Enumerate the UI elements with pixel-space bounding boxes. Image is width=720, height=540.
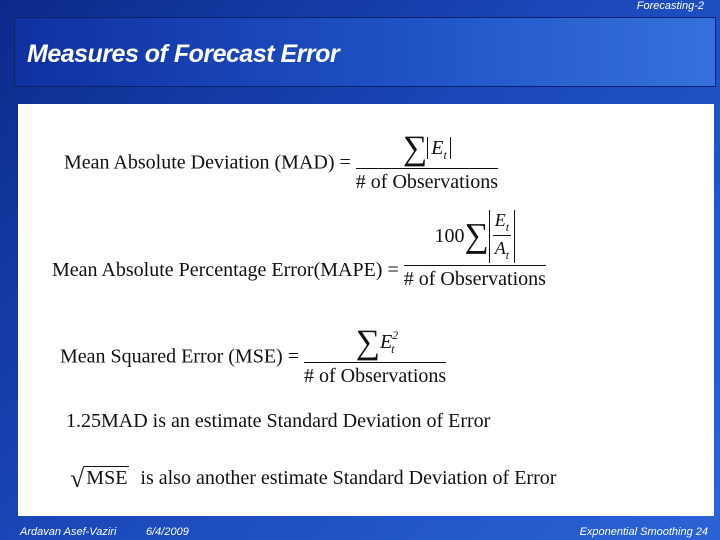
note-mse-estimate <box>70 466 556 492</box>
footer-author: Ardavan Asef-Vaziri <box>20 526 117 538</box>
mad-formula <box>64 132 498 194</box>
mad-denominator: # of Observations <box>355 171 498 193</box>
mad-label: Mean Absolute Deviation (MAD) = <box>64 151 351 174</box>
sqrt-mse: MSE <box>86 466 128 489</box>
slide-corner-label: Forecasting-2 <box>636 0 704 12</box>
note-mad-estimate: 1.25MAD is an estimate Standard Deviation of Error <box>66 410 491 432</box>
mse-denominator: # of Observations <box>304 365 447 387</box>
mad-fraction: $\frac{\sum E_t}{\text{\# of Observations}}$ <box>355 130 498 193</box>
mse-formula <box>60 326 446 388</box>
footer-slide-info: Exponential Smoothing 24 <box>579 526 708 538</box>
slide-title: Measures of Forecast Error <box>27 40 340 68</box>
mape-coefficient: 100 <box>434 225 465 247</box>
mse-fraction: $\frac{\sum E^2_t}{\text{\# of Observations}}$ <box>304 324 447 387</box>
mape-fraction: 100∑ $\frac{E_t}{A_t}$ # of Observations <box>403 210 546 290</box>
mse-label: Mean Squared Error (MSE) = <box>60 345 299 368</box>
mape-denominator: # of Observations <box>403 268 546 290</box>
mape-label: Mean Absolute Percentage Error(MAPE) = <box>52 259 399 281</box>
mape-formula <box>52 210 546 291</box>
footer-date: 6/4/2009 <box>146 526 189 538</box>
sqrt-icon: √ <box>70 464 85 493</box>
title-banner <box>14 17 716 87</box>
note-mse-text: is also another estimate Standard Deviation of Error <box>140 466 557 489</box>
formula-panel <box>18 104 714 516</box>
